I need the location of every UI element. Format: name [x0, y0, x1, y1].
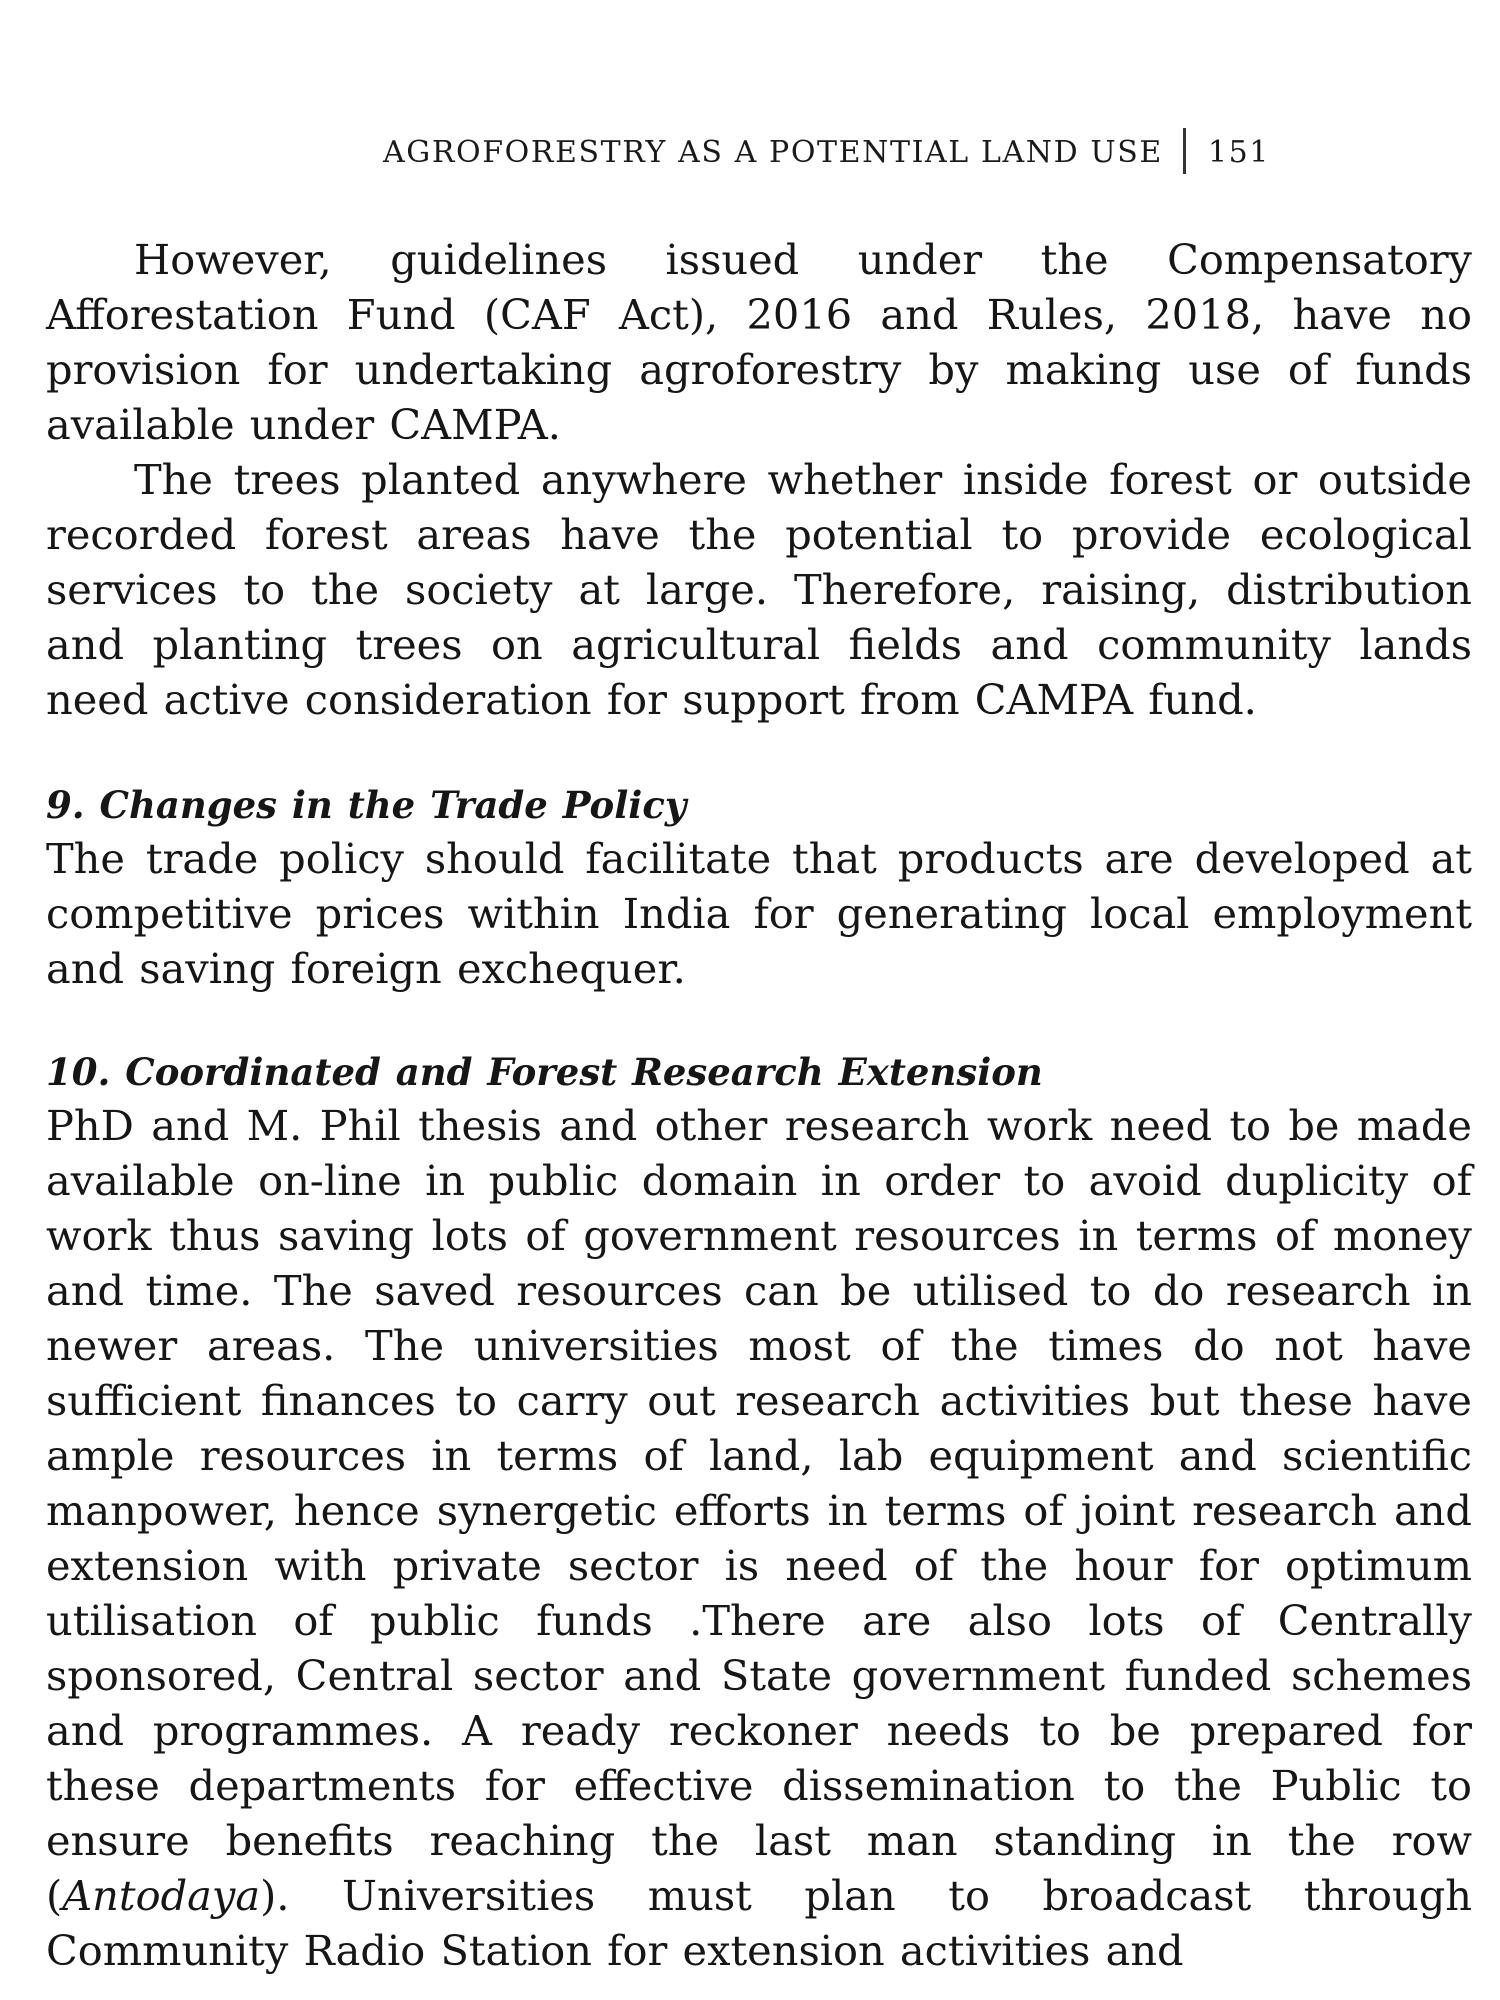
body-text — [46, 232, 1472, 1978]
running-title: AGROFORESTRY AS A POTENTIAL LAND USE — [383, 135, 1163, 170]
antodaya-term: Antodaya — [62, 1871, 261, 1920]
running-header — [0, 128, 1270, 174]
paragraph-campa-guidelines: However, guidelines issued under the Compensatory Afforestation Fund (CAF Act), 2016 and Rules, 2018, have no provision for undertaking agroforestry by making use of funds available under CAMPA. — [46, 235, 1472, 449]
header-divider — [1183, 128, 1186, 174]
section-spacer — [46, 727, 1472, 779]
section-spacer — [46, 996, 1472, 1046]
section-10-body-text: PhD and M. Phil thesis and other research work need to be made available on-line in public domain in order to avoid duplicity of work thus saving lots of government resources in terms of money and time. The saved resources can be utilised to do research in newer areas. The universities most of the times do not have sufficient finances to carry out research activities but these have ample resources in terms of land, lab equipment and scientific manpower, hence synergetic efforts in terms of joint research and extension with private sector is need of the hour for optimum utilisation of public funds .There are also lots of Centrally sponsored, Central sector and State government funded schemes and programmes. A ready reckoner needs to be prepared for these departments for effective dissemination to the Public to ensure benefits reaching the last man standing in the row ( — [46, 1101, 1472, 1920]
section-9-body: The trade policy should facilitate that products are developed at competitive prices within India for generating local employment and saving foreign exchequer. — [46, 834, 1472, 993]
section-10-body-text-end: ). Universities must plan to broadcast through Community Radio Station for extension activities and — [46, 1871, 1472, 1975]
section-9-heading: 9. Changes in the Trade Policy — [46, 783, 687, 827]
paragraph-trees-ecological-services: The trees planted anywhere whether inside forest or outside recorded forest areas have the potential to provide ecological services to the society at large. Therefore, raising, distribution and planting trees on agricultural fields and community lands need active consideration for support from CAMPA fund. — [46, 455, 1472, 724]
section-10-body — [46, 1098, 1472, 1978]
section-10-heading: 10. Coordinated and Forest Research Extension — [46, 1050, 1043, 1094]
page-number: 151 — [1207, 135, 1270, 170]
